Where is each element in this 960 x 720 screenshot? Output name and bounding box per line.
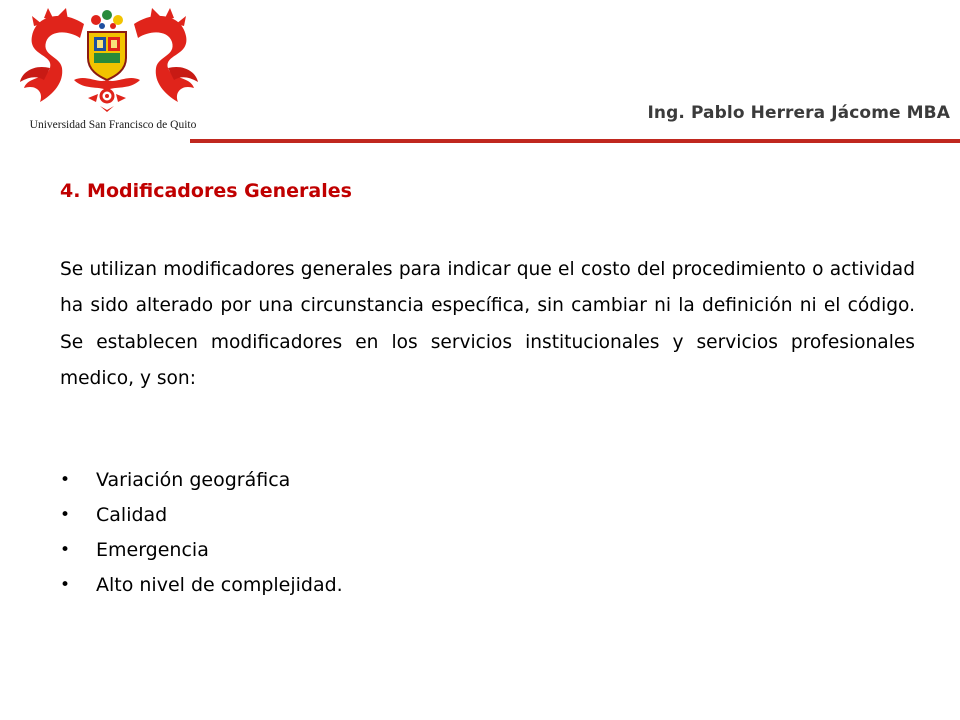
list-item-text: Calidad (96, 504, 168, 526)
dragon-crest-icon (14, 6, 204, 118)
list-item-text: Alto nivel de complejidad. (96, 574, 343, 596)
bullet-icon: • (60, 470, 71, 490)
list-item (60, 498, 343, 533)
list-item-text: Variación geográfica (96, 469, 291, 491)
list-item (60, 568, 343, 603)
list-item (60, 533, 343, 568)
list-item (60, 463, 343, 498)
bullet-icon: • (60, 575, 71, 595)
university-name: Universidad San Francisco de Quito (29, 119, 197, 131)
list-item-text: Emergencia (96, 539, 209, 561)
body-paragraph: Se utilizan modificadores generales para indicar que el costo del procedimiento o actividad ha sido alterado por una circunstancia específica, sin cambiar ni la definición ni el código. Se establecen modificadores en los servicios institucionales y servicios profesionales medico, y son: (60, 259, 915, 390)
bullet-icon: • (60, 505, 71, 525)
author-name: Ing. Pablo Herrera Jácome MBA (647, 103, 950, 123)
bullet-list (60, 463, 343, 603)
university-logo (14, 6, 204, 134)
header-divider (190, 139, 960, 143)
section-heading: 4. Modificadores Generales (60, 180, 352, 202)
bullet-icon: • (60, 540, 71, 560)
